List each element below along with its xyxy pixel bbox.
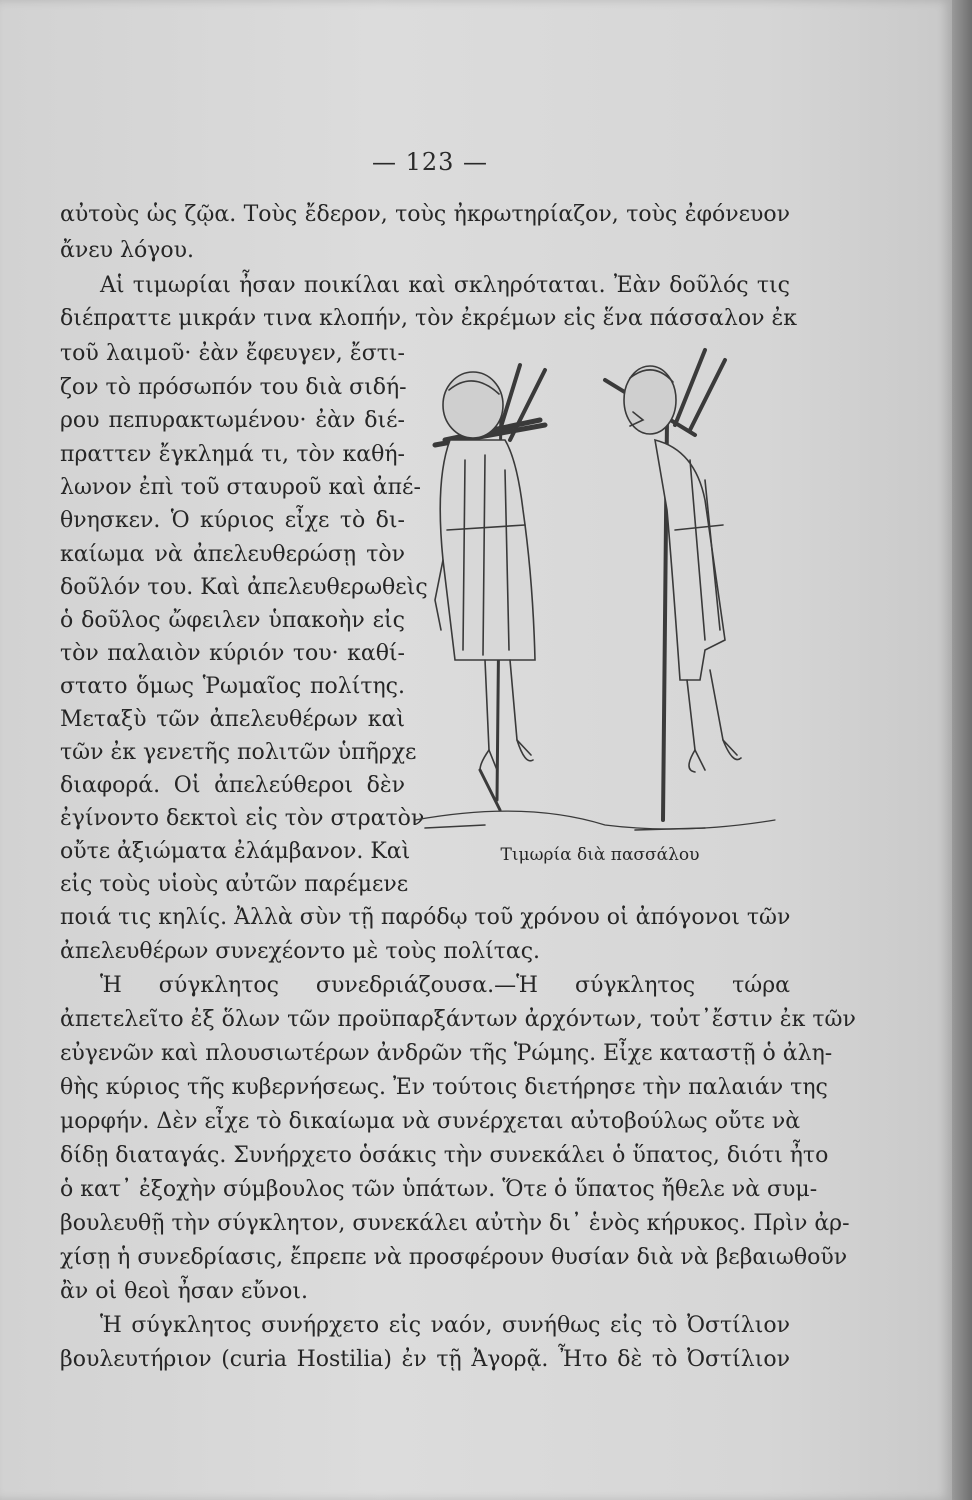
text-line: πραττεν ἔγκλημά τι, τὸν καθή- [60, 442, 405, 467]
text-line: Μεταξὺ τῶν ἀπελευθέρων καὶ [60, 707, 405, 732]
text-line: ἀπελευθέρων συνεχέοντο μὲ τοὺς πολίτας. [60, 939, 541, 964]
page-edge [952, 0, 972, 1500]
text-line: ἂν οἱ θεοὶ ἦσαν εὔνοι. [60, 1279, 309, 1304]
text-line: ὁ δοῦλος ὤφειλεν ὑπακοὴν εἰς [60, 608, 405, 633]
text-line: στατο ὅμως Ῥωμαῖος πολίτης. [60, 674, 405, 699]
text-line: τοῦ λαιμοῦ· ἐὰν ἔφευγεν, ἔστι- [60, 341, 405, 366]
text-line: μορφήν. Δὲν εἶχε τὸ δικαίωμα νὰ συνέρχεται αὐτοβούλως οὔτε νὰ [60, 1109, 801, 1134]
text-line: ἄνευ λόγου. [60, 238, 194, 263]
text-line: θνησκεν. Ὁ κύριος εἶχε τὸ δι- [60, 508, 405, 533]
text-line: χίσῃ ἡ συνεδρίασις, ἔπρεπε νὰ προσφέρουν θυσίαν διὰ νὰ βεβαιωθοῦν [60, 1245, 848, 1270]
text-line: οὔτε ἀξιώματα ἐλάμβανον. Καὶ [60, 839, 411, 864]
figure-caption: Τιμωρία διὰ πασσάλου [500, 845, 700, 865]
text-line: ζον τὸ πρόσωπόν του διὰ σιδή- [60, 375, 407, 400]
text-line: διαφορά. Οἱ ἀπελεύθεροι δὲν [60, 773, 405, 798]
text-line: ἐγίνοντο δεκτοὶ εἰς τὸν στρατὸν [60, 806, 425, 831]
text-line: τῶν ἐκ γενετῆς πολιτῶν ὑπῆρχε [60, 740, 417, 765]
text-line: Αἱ τιμωρίαι ἦσαν ποικίλαι καὶ σκληρόταται. Ἐὰν δοῦλός τις [100, 273, 790, 298]
punishment-illustration [405, 330, 785, 840]
section-heading-line: Ἡ σύγκλητος συνεδριάζουσα.—Ἡ σύγκλητος τώρα [100, 973, 790, 998]
text-line: ρου πεπυρακτωμένου· ἐὰν διέ- [60, 408, 405, 433]
text-line: εὐγενῶν καὶ πλουσιωτέρων ἀνδρῶν τῆς Ῥώμης. Εἶχε καταστῇ ὁ ἀλη- [60, 1041, 833, 1066]
page-number: — 123 — [371, 148, 489, 176]
text-line: δοῦλόν του. Καὶ ἀπελευθερωθεὶς [60, 575, 428, 600]
text-line: τὸν παλαιὸν κύριόν του· καθί- [60, 641, 405, 666]
text-line: αὐτοὺς ὡς ζῷα. Τοὺς ἔδερον, τοὺς ἠκρωτηρίαζον, τοὺς ἐφόνευον [60, 202, 790, 227]
text-line: βουλευθῇ τὴν σύγκλητον, συνεκάλει αὐτὴν δι᾽ ἑνὸς κήρυκος. Πρὶν ἀρ- [60, 1211, 850, 1236]
text-line: ποιά τις κηλίς. Ἀλλὰ σὺν τῇ παρόδῳ τοῦ χρόνου οἱ ἀπόγονοι τῶν [60, 905, 791, 930]
text-line: βουλευτήριον (curia Hostilia) ἐν τῇ Ἀγορᾷ. Ἦτο δὲ τὸ Ὀστίλιον [60, 1347, 790, 1372]
text-line: εἰς τοὺς υἱοὺς αὐτῶν παρέμενε [60, 872, 409, 897]
text-line: καίωμα νὰ ἀπελευθερώσῃ τὸν [60, 542, 405, 567]
text-line: ἀπετελεῖτο ἐξ ὅλων τῶν προϋπαρξάντων ἀρχόντων, τοὐτ᾽ἔστιν ἐκ τῶν [60, 1007, 856, 1032]
text-line: θὴς κύριος τῆς κυβερνήσεως. Ἐν τούτοις διετήρησε τὴν παλαιάν της [60, 1075, 828, 1100]
text-line: λωνον ἐπὶ τοῦ σταυροῦ καὶ ἀπέ- [60, 475, 421, 500]
text-line: Ἡ σύγκλητος συνήρχετο εἰς ναόν, συνήθως εἰς τὸ Ὀστίλιον [100, 1313, 790, 1338]
text-line: δίδῃ διαταγάς. Συνήρχετο ὁσάκις τὴν συνεκάλει ὁ ὕπατος, διότι ἦτο [60, 1143, 829, 1168]
text-line: διέπραττε μικράν τινα κλοπήν, τὸν ἐκρέμων εἰς ἕνα πάσσαλον ἐκ [60, 306, 797, 331]
text-line: ὁ κατ᾽ ἐξοχὴν σύμβουλος τῶν ὑπάτων. Ὅτε ὁ ὕπατος ἤθελε νὰ συμ- [60, 1177, 818, 1202]
